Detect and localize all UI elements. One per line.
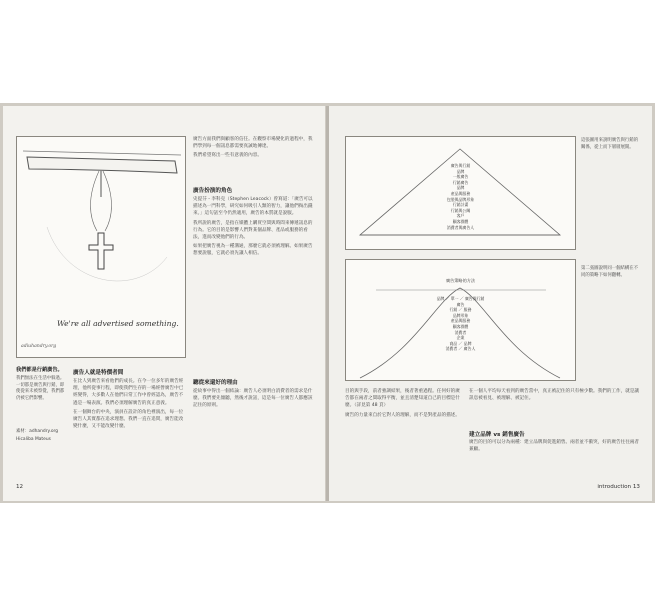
pyramid-2-level-5: 產品與服務 [450, 318, 471, 324]
col2-heading-1: 廣告扮演的角色 [193, 188, 233, 194]
col2-body-2 [193, 388, 313, 492]
pyramid-1-level-6: 產品與服務 [450, 190, 471, 196]
pyramid-1-level-1: 廣告與行銷 [450, 163, 471, 168]
right-col1-body [345, 388, 461, 492]
pyramid-2-level-10: 消費者 ／ 廣告人 [445, 346, 476, 352]
diagram-1-note: 這張圖用來說明廣告與行銷的關係，從上而下層層展開。 [581, 138, 639, 150]
pyramid-1-level-10: 客戶 [456, 213, 465, 219]
col2-paragraph-2: 我所說的廣告，是指在媒體上購買空間與時間來傳遞訊息的行為。它的目的是影響人們對某個品牌、產品或服務的看法，進而改變他們的行為。 [193, 220, 313, 241]
sketch-caption: We're all advertised something. [57, 319, 179, 328]
side-credit-a: 素材：adhandry.org [16, 429, 59, 434]
col1-paragraph-2: 在一個舞台的中央，演員在設計的角色裡演出，每一位廣告人其實都在追求理想。我們一直在追問，廣告能改變什麼，又不能改變什麼。 [73, 409, 184, 430]
pyramid-2-level-6: 顧客群體 [452, 323, 469, 329]
left-folio: 12 [16, 484, 24, 490]
pyramid-2-level-8: 企業 [456, 335, 465, 341]
book-spread [0, 103, 655, 503]
col2-heading-2: 聽從來還好的理由 [193, 380, 238, 386]
right-col1-paragraph-2: 廣告的力量來自於它對人的理解，而不是對產品的描述。 [345, 412, 460, 418]
col2-paragraph-4: 從故事中得出一個結論：廣告人必須明白消費者的需求是什麼。我們要先傾聽，然後才說話，這是每一位廣告人都應該記住的原則。 [193, 389, 313, 409]
side-credit-b: Hicaliba Mateus [16, 437, 51, 442]
pyramid-2-level-3: 行銷 ／ 服務 [449, 307, 472, 313]
pyramid-2-levels [346, 296, 575, 352]
pyramid-2-level-1: 品牌 ／ 單一 ／ 廣告與行銷 [436, 296, 485, 301]
top-paragraph-2: 我們希望寫出一些有意義的內容。 [193, 153, 262, 159]
right-col2-heading: 建立品牌 vs 銷售廣告 [469, 432, 525, 438]
right-page [329, 106, 652, 501]
pyramid-1-level-3: 一般廣告 [452, 174, 469, 180]
top-paragraph-1: 廣告方面我們與顧客的信任。在觀察市場變化的過程中，我們學到每一個訊息都需要真誠地傳達。 [193, 137, 313, 150]
sketch-figure [16, 136, 186, 358]
pyramid-diagram-1 [345, 136, 576, 250]
side-note: 我們無法在生活中躲過。一切都是廣告與行銷，即使從來未被察覺，我們都仍被它們影響。 [16, 376, 65, 401]
pyramid-1-level-7: 包裝與品牌形象 [446, 196, 475, 202]
pyramid-1-level-2: 品牌 [456, 168, 465, 174]
diagram-2-note: 第二張圖說明同一個結構在不同的策略下如何翻轉。 [581, 266, 639, 278]
top-text [193, 136, 313, 182]
pyramid-1-level-4: 行銷廣告 [452, 179, 469, 185]
pyramid-2-level-9: 商品 ／ 品牌 [449, 340, 472, 346]
col2-paragraph-3: 如果把廣告視為一種溝通，那麼它就必須被理解。如果廣告想要說服，它就必須先讓人相信。 [193, 244, 313, 257]
pyramid-1-level-8: 行銷計畫 [452, 202, 469, 208]
pyramid-1-levels [346, 163, 575, 230]
pyramid-1-level-9: 行銷與公關 [450, 207, 471, 213]
side-heading: 我們都是行銷廣告。 [16, 367, 63, 373]
right-col2-body [469, 388, 639, 428]
col1-body [73, 378, 185, 492]
left-page [3, 106, 325, 501]
right-col2-paragraph-2: 廣告的目的可以分為兩種：建立品牌與促進銷售。兩者並不衝突，好的廣告往往兩者兼顧。 [469, 440, 639, 453]
pyramid-1-level-11: 顧客群體 [452, 218, 469, 224]
pyramid-2-level-4: 品牌形象 [452, 312, 469, 318]
col1-heading: 廣告人就是特價者間 [73, 370, 124, 376]
col2-paragraph-1: 史提芬・李科克（Stephen Leacock）曾寫道：「廣告可以描述為一門科學，研究如何吸引人類的智力，讓他們掏出錢來。」這句話至今仍然適用，廣告的本質就是說服。 [193, 197, 313, 217]
pyramid-1-level-12: 消費者與廣告人 [446, 224, 475, 230]
right-col1-paragraph-1: 目的與手段，前者強調結果，後者著重過程。任何好的廣告都在兩者之間取得平衡，並且清楚知道自己的目標是什麼。（詳見第 48 頁） [345, 389, 460, 409]
right-col2-paragraph-1: 在一個人平均每天看到的廣告當中，真正被記住的只有極少數。我們的工作，就是讓訊息被看見、被理解、被記住。 [469, 389, 639, 402]
right-folio: introduction 13 [597, 484, 640, 490]
col2-body-1 [193, 196, 313, 366]
pyramid-2-level-7: 消費者 [454, 329, 467, 335]
pyramid-diagram-2 [345, 259, 576, 381]
right-col2-body-2 [469, 439, 639, 489]
sketch-signature: adiuhandry.org [21, 344, 57, 349]
pyramid-1-level-5: 品牌 [456, 185, 465, 191]
pyramid-2-title: 廣告策略的方法 [445, 278, 476, 283]
col1-paragraph-1: 在比人到廣告來看他們的成長。在今一位多年的廣告經理，他所從事行程，即使我們生存的一場經營廣告中已經變得，大多數人在他們日常工作中曾經認為，廣告不過是一場表演。我們必須理解廣告的真正意義。 [73, 379, 184, 406]
pyramid-2-level-2: 廣告 [456, 301, 465, 307]
